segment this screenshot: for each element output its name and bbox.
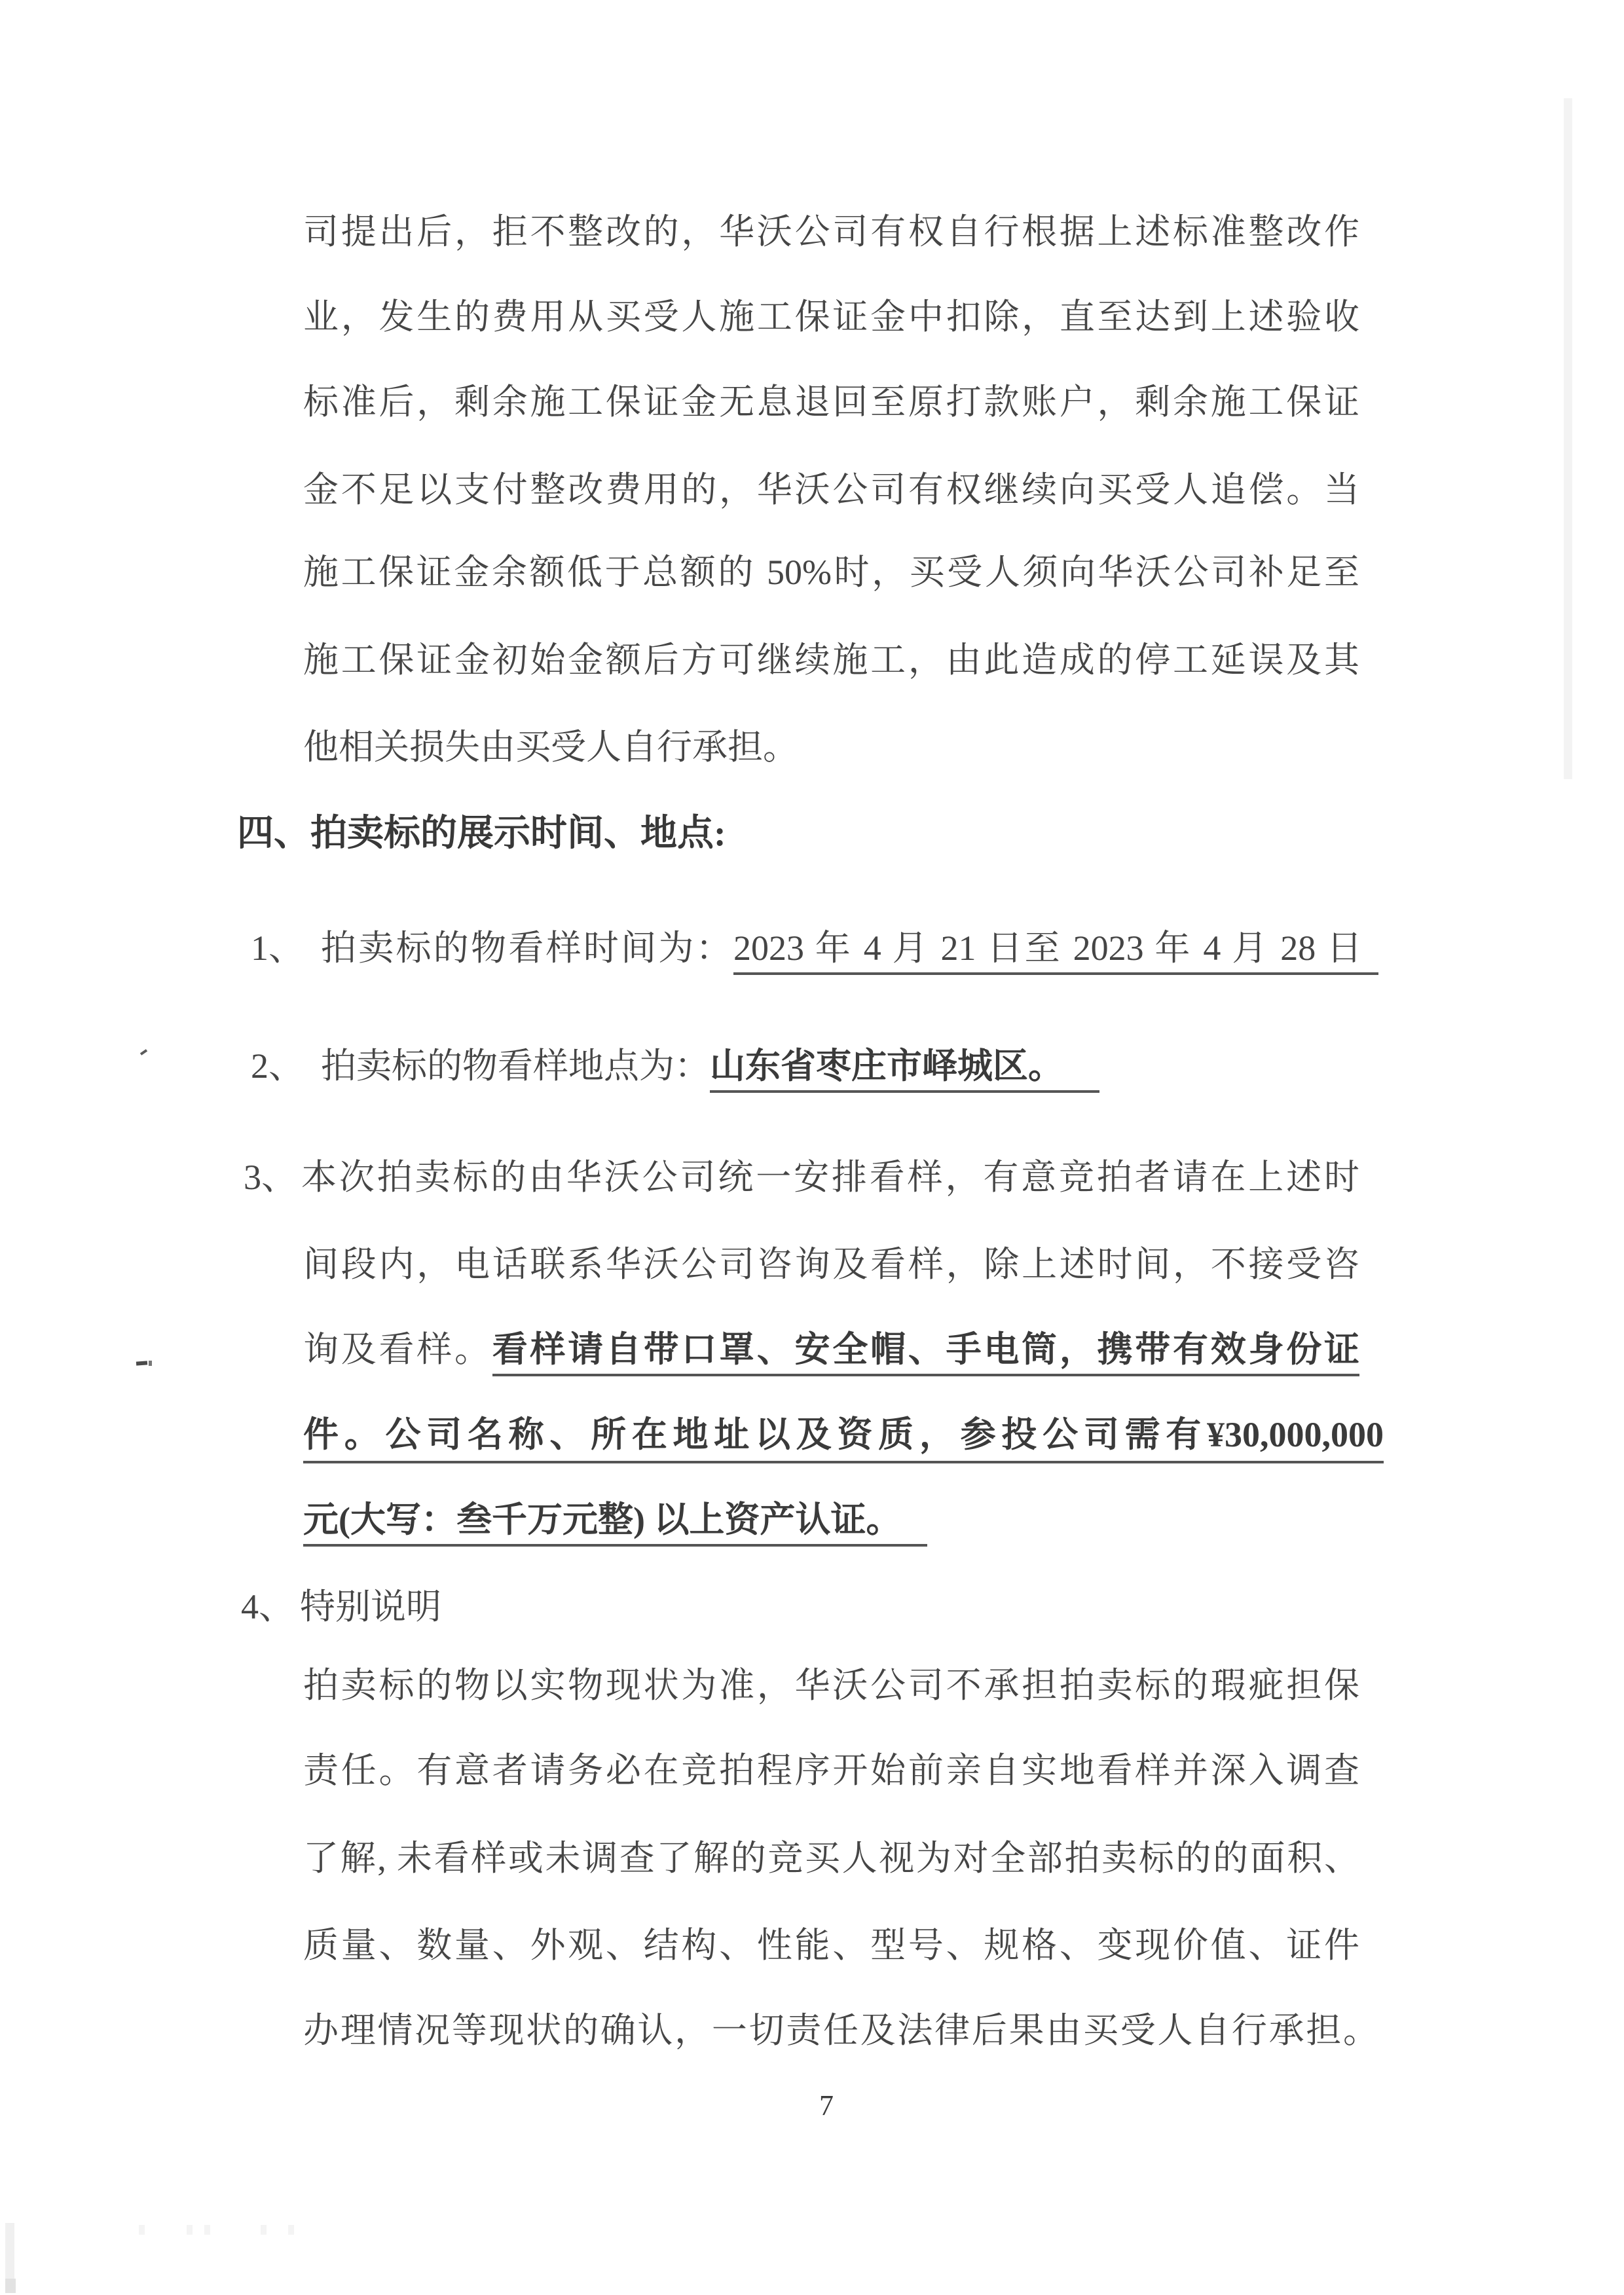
- list-number: 4、: [241, 1587, 294, 1626]
- item-bold-underlined-line: 件。公司名称、所在地址以及资质，参投公司需有¥30,000,000: [303, 1414, 1384, 1463]
- list-item-viewing-time: [321, 928, 1378, 970]
- item-bold-underlined-text: 元(大写：叁千万元整) 以上资产认证。: [303, 1500, 927, 1547]
- section-heading: 四、拍卖标的展示时间、地点:: [237, 813, 726, 854]
- item-label: 拍卖标的物看样地点为：: [321, 1046, 710, 1086]
- scan-speck: [149, 1361, 152, 1366]
- scan-speck: [136, 1361, 147, 1365]
- paragraph-line: 施工保证金余额低于总额的 50%时，买受人须向华沃公司补足至: [303, 553, 1359, 592]
- scan-speck: [204, 2225, 210, 2235]
- paragraph-line: 司提出后，拒不整改的，华沃公司有权自行根据上述标准整改作: [303, 212, 1359, 251]
- list-number: 2、: [251, 1046, 304, 1086]
- scan-speck: [187, 2225, 193, 2235]
- list-number: 1、: [251, 928, 304, 968]
- item-text: 询及看样。: [303, 1330, 492, 1369]
- paragraph-line: 质量、数量、外观、结构、性能、型号、规格、变现价值、证件: [303, 1926, 1359, 1965]
- scan-streak: [1564, 98, 1572, 779]
- scan-smudge: [5, 2279, 16, 2293]
- list-item-line: 间段内，电话联系华沃公司咨询及看样，除上述时间，不接受咨: [303, 1245, 1359, 1284]
- scan-speck: [139, 2225, 145, 2235]
- scan-speck: [140, 1049, 147, 1056]
- page-number: 7: [819, 2089, 834, 2121]
- paragraph-line: 了解, 未看样或未调查了解的竞买人视为对全部拍卖标的的面积、: [303, 1839, 1359, 1878]
- paragraph-line: 施工保证金初始金额后方可继续施工，由此造成的停工延误及其: [303, 640, 1359, 680]
- item-underlined-value: 山东省枣庄市峄城区。: [710, 1046, 1099, 1093]
- item-label: 拍卖标的物看样时间为：: [321, 928, 733, 968]
- item-underlined-value: 2023 年 4 月 21 日至 2023 年 4 月 28 日: [733, 928, 1378, 975]
- list-item-line: 本次拍卖标的由华沃公司统一安排看样，有意竞拍者请在上述时: [301, 1158, 1359, 1197]
- scan-speck: [261, 2225, 267, 2235]
- list-item-viewing-place: [321, 1046, 1099, 1088]
- paragraph-line: 业，发生的费用从买受人施工保证金中扣除，直至达到上述验收: [303, 297, 1359, 337]
- paragraph-line: 金不足以支付整改费用的，华沃公司有权继续向买受人追偿。当: [303, 470, 1359, 509]
- item-bold-underlined-text: 看样请自带口罩、安全帽、手电筒，携带有效身份证: [492, 1330, 1359, 1376]
- scan-speck: [288, 2225, 294, 2235]
- paragraph-line: 办理情况等现状的确认，一切责任及法律后果由买受人自行承担。: [303, 2011, 1378, 2050]
- item-bold-underlined-line: [303, 1499, 927, 1541]
- list-item-line: [303, 1329, 1359, 1371]
- paragraph-line: 责任。有意者请务必在竞拍程序开始前亲自实地看样并深入调查: [303, 1751, 1359, 1790]
- paragraph-line: 标准后，剩余施工保证金无息退回至原打款账户，剩余施工保证: [303, 382, 1359, 422]
- list-item-special-note-label: 特别说明: [300, 1587, 441, 1626]
- paragraph-line: 拍卖标的物以实物现状为准，华沃公司不承担拍卖标的瑕疵担保: [303, 1666, 1359, 1705]
- paragraph-line: 他相关损失由买受人自行承担。: [303, 727, 798, 767]
- list-number: 3、: [244, 1158, 297, 1197]
